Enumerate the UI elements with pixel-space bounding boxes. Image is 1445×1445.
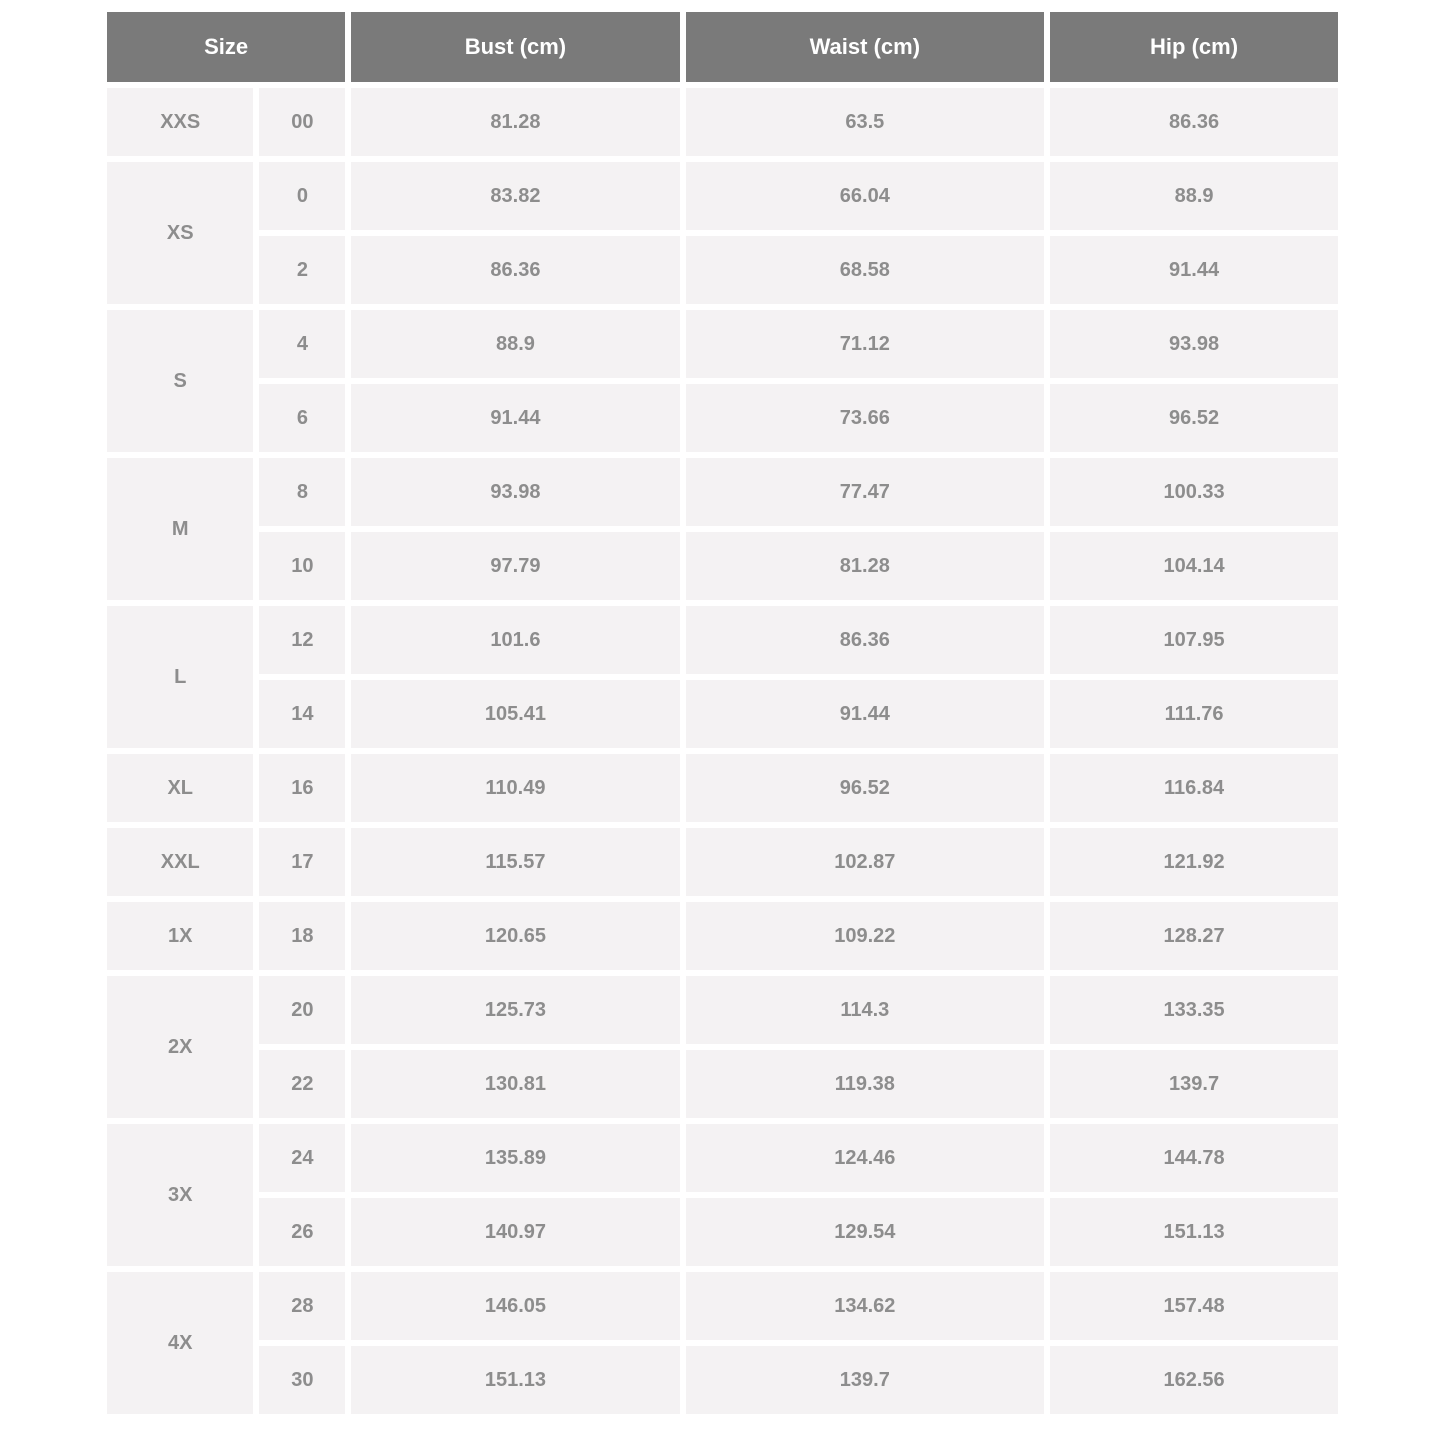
size-number-cell: 12	[259, 606, 345, 674]
hip-cell: 91.44	[1050, 236, 1338, 304]
hip-cell: 133.35	[1050, 976, 1338, 1044]
waist-cell: 139.7	[686, 1346, 1045, 1414]
size-group-label-cell: XXS	[107, 88, 253, 156]
size-number-cell: 30	[259, 1346, 345, 1414]
size-number-cell: 20	[259, 976, 345, 1044]
waist-cell: 71.12	[686, 310, 1045, 378]
hip-cell: 144.78	[1050, 1124, 1338, 1192]
header-bust: Bust (cm)	[351, 12, 679, 82]
size-number-cell: 22	[259, 1050, 345, 1118]
bust-cell: 105.41	[351, 680, 679, 748]
table-row	[107, 1050, 1338, 1118]
table-row	[107, 236, 1338, 304]
waist-cell: 86.36	[686, 606, 1045, 674]
bust-cell: 97.79	[351, 532, 679, 600]
bust-cell: 135.89	[351, 1124, 679, 1192]
size-group-label-cell: 4X	[107, 1272, 253, 1414]
hip-cell: 151.13	[1050, 1198, 1338, 1266]
bust-cell: 146.05	[351, 1272, 679, 1340]
bust-cell: 140.97	[351, 1198, 679, 1266]
size-number-cell: 2	[259, 236, 345, 304]
size-number-cell: 24	[259, 1124, 345, 1192]
size-number-cell: 17	[259, 828, 345, 896]
table-row	[107, 532, 1338, 600]
size-group-label-cell: L	[107, 606, 253, 748]
size-number-cell: 14	[259, 680, 345, 748]
waist-cell: 124.46	[686, 1124, 1045, 1192]
size-group-label-cell: 2X	[107, 976, 253, 1118]
hip-cell: 116.84	[1050, 754, 1338, 822]
bust-cell: 88.9	[351, 310, 679, 378]
size-number-cell: 4	[259, 310, 345, 378]
header-size: Size	[107, 12, 345, 82]
waist-cell: 96.52	[686, 754, 1045, 822]
hip-cell: 139.7	[1050, 1050, 1338, 1118]
hip-cell: 100.33	[1050, 458, 1338, 526]
hip-cell: 121.92	[1050, 828, 1338, 896]
header-waist: Waist (cm)	[686, 12, 1045, 82]
table-row	[107, 310, 1338, 378]
waist-cell: 66.04	[686, 162, 1045, 230]
bust-cell: 83.82	[351, 162, 679, 230]
waist-cell: 129.54	[686, 1198, 1045, 1266]
size-group-label-cell: 3X	[107, 1124, 253, 1266]
waist-cell: 63.5	[686, 88, 1045, 156]
table-row	[107, 162, 1338, 230]
hip-cell: 96.52	[1050, 384, 1338, 452]
bust-cell: 93.98	[351, 458, 679, 526]
hip-cell: 86.36	[1050, 88, 1338, 156]
hip-cell: 88.9	[1050, 162, 1338, 230]
hip-cell: 128.27	[1050, 902, 1338, 970]
waist-cell: 77.47	[686, 458, 1045, 526]
table-row	[107, 1346, 1338, 1414]
bust-cell: 110.49	[351, 754, 679, 822]
bust-cell: 125.73	[351, 976, 679, 1044]
hip-cell: 111.76	[1050, 680, 1338, 748]
table-row	[107, 828, 1338, 896]
size-number-cell: 00	[259, 88, 345, 156]
table-row	[107, 384, 1338, 452]
bust-cell: 130.81	[351, 1050, 679, 1118]
hip-cell: 93.98	[1050, 310, 1338, 378]
table-row	[107, 902, 1338, 970]
size-group-label-cell: XS	[107, 162, 253, 304]
hip-cell: 107.95	[1050, 606, 1338, 674]
size-number-cell: 8	[259, 458, 345, 526]
size-number-cell: 28	[259, 1272, 345, 1340]
table-row	[107, 88, 1338, 156]
bust-cell: 86.36	[351, 236, 679, 304]
waist-cell: 109.22	[686, 902, 1045, 970]
header-hip: Hip (cm)	[1050, 12, 1338, 82]
table-row	[107, 976, 1338, 1044]
size-group-label-cell: S	[107, 310, 253, 452]
waist-cell: 134.62	[686, 1272, 1045, 1340]
size-group-label-cell: 1X	[107, 902, 253, 970]
waist-cell: 102.87	[686, 828, 1045, 896]
table-row	[107, 1124, 1338, 1192]
waist-cell: 91.44	[686, 680, 1045, 748]
bust-cell: 81.28	[351, 88, 679, 156]
size-group-label-cell: M	[107, 458, 253, 600]
waist-cell: 73.66	[686, 384, 1045, 452]
table-row	[107, 680, 1338, 748]
size-number-cell: 6	[259, 384, 345, 452]
size-number-cell: 0	[259, 162, 345, 230]
size-number-cell: 18	[259, 902, 345, 970]
waist-cell: 81.28	[686, 532, 1045, 600]
bust-cell: 91.44	[351, 384, 679, 452]
waist-cell: 68.58	[686, 236, 1045, 304]
bust-cell: 115.57	[351, 828, 679, 896]
size-number-cell: 10	[259, 532, 345, 600]
size-chart-table	[101, 6, 1344, 1420]
waist-cell: 114.3	[686, 976, 1045, 1044]
hip-cell: 157.48	[1050, 1272, 1338, 1340]
table-row	[107, 1198, 1338, 1266]
bust-cell: 101.6	[351, 606, 679, 674]
size-number-cell: 26	[259, 1198, 345, 1266]
header-row	[107, 12, 1338, 82]
size-table-body	[107, 88, 1338, 1414]
waist-cell: 119.38	[686, 1050, 1045, 1118]
table-row	[107, 754, 1338, 822]
table-row	[107, 458, 1338, 526]
bust-cell: 120.65	[351, 902, 679, 970]
hip-cell: 162.56	[1050, 1346, 1338, 1414]
bust-cell: 151.13	[351, 1346, 679, 1414]
table-row	[107, 606, 1338, 674]
size-group-label-cell: XL	[107, 754, 253, 822]
table-row	[107, 1272, 1338, 1340]
hip-cell: 104.14	[1050, 532, 1338, 600]
size-group-label-cell: XXL	[107, 828, 253, 896]
size-number-cell: 16	[259, 754, 345, 822]
